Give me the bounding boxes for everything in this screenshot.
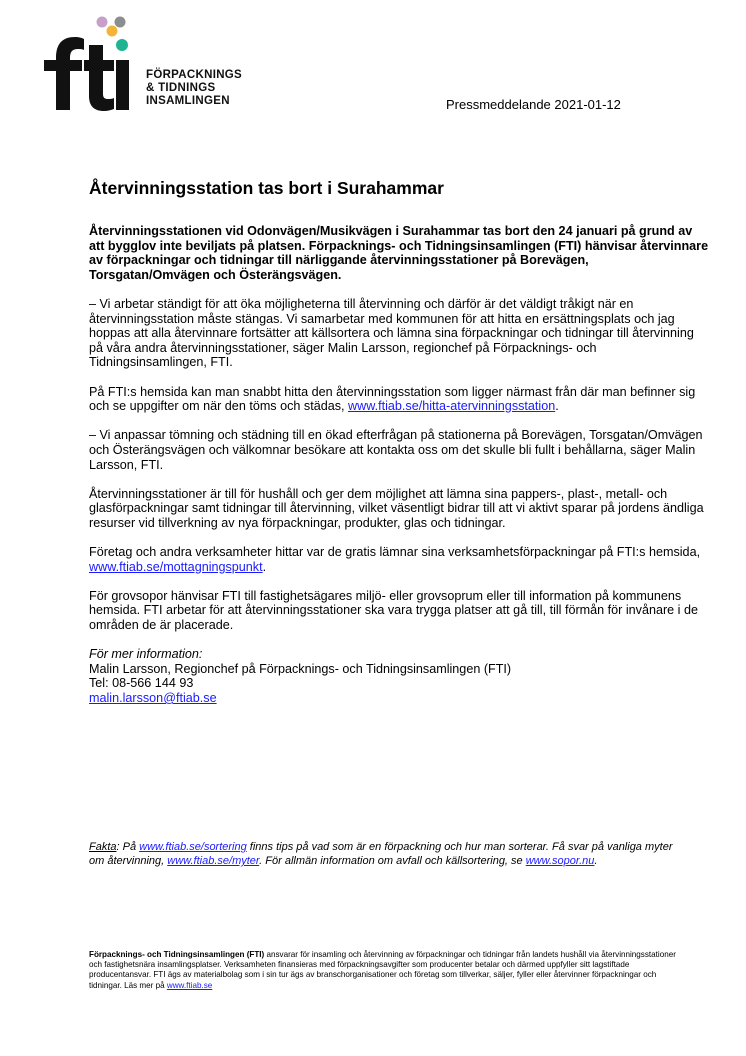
fti-logo[interactable] xyxy=(42,16,252,116)
contact-heading: För mer information: xyxy=(89,647,203,662)
contact-phone: Tel: 08-566 144 93 xyxy=(89,676,194,691)
paragraph-website xyxy=(89,385,709,414)
logo-dot-lilac xyxy=(97,17,108,28)
logo-wordmark xyxy=(146,69,242,108)
paragraph-companies xyxy=(89,545,709,574)
paragraph-grovsopor: För grovsopor hänvisar FTI till fastighetsägares miljö- eller grovsoprum eller till information på kommunens hemsida. FTI arbetar för att återvinningsstationer ska vara trygga platser att gå till, till förmån för invånare i de områden de är placerade. xyxy=(89,588,698,633)
logo-line-1: FÖRPACKNINGS xyxy=(146,69,243,81)
footer-text: ansvarar för insamling och återvinning av förpackningar och tidningar från landets hushåll via återvinningsstationer och fastighetsnära insamlingsplatser. Verksamheten finansieras med förpackningsavgifter som producenter betalar och därmed uppfyller sitt lagstiftade producentansvar. FTI ägs av materialbolag som i sin tur ägs av branschorganisationer och företag som tillverkar, säljer, fyller eller återvinner förpackningar och tidningar. Läs mer på xyxy=(89,950,676,990)
fakta-text-2: finns tips på vad som är en förpackning och hur man sorterar. Få svar på vanliga myter om återvinning, xyxy=(89,841,673,867)
link-hitta-atervinningsstation[interactable]: www.ftiab.se/hitta-atervinningsstation xyxy=(348,399,556,414)
footer-link-ftiab[interactable]: www.ftiab.se xyxy=(166,980,213,990)
fakta-text-1: : På xyxy=(116,841,140,853)
logo-dot-green xyxy=(116,39,128,51)
logo-dot-grey xyxy=(115,17,126,28)
paragraph-website-end: . xyxy=(555,399,559,414)
logo-letter-i xyxy=(116,60,129,110)
link-myter[interactable]: www.ftiab.se/myter xyxy=(167,855,260,867)
footer-org-name: Förpacknings- och Tidningsinsamlingen (FTI) xyxy=(89,950,265,959)
footer-about xyxy=(89,950,679,991)
logo-letter-t xyxy=(84,45,114,111)
logo-letter-f xyxy=(44,37,84,110)
fakta-text-3: . För allmän information om avfall och källsortering, se xyxy=(259,855,526,867)
logo-dot-yellow xyxy=(107,26,118,37)
contact-email-link[interactable]: malin.larsson@ftiab.se xyxy=(89,691,217,705)
contact-name: Malin Larsson, Regionchef på Förpacknings- och Tidningsinsamlingen (FTI) xyxy=(89,661,512,676)
paragraph-stations: Återvinningsstationer är till för hushåll och ger dem möjlighet att lämna sina pappers-, plast-, metall- och glasförpackningar samt tidningar till återvinning, vilket väsentligt bidrar till att vi aktivt sparar på jordens ändliga resurser vid tillverkning av nya förpackningar, produkter, glas och tidningar. xyxy=(89,486,704,530)
paragraph-quote-2: – Vi anpassar tömning och städning till en ökad efterfrågan på stationerna på Borevägen, Torsgatan/Omvägen och Österängsvägen och välkomnar besökare att kontakta oss om det skulle bli fullt i behållarna, säger Malin Larsson, FTI. xyxy=(89,428,703,472)
paragraph-companies-text: Företag och andra verksamheter hittar var de gratis lämnar sina verksamhetsförpackningar på FTI:s hemsida, xyxy=(89,545,701,560)
link-sopor[interactable]: www.sopor.nu xyxy=(525,855,595,867)
fakta-text-4: . xyxy=(594,855,598,867)
page-title: Återvinningsstation tas bort i Surahammar xyxy=(89,178,444,198)
paragraph-quote-1: – Vi arbetar ständigt för att öka möjligheterna till återvinning och därför är det väldigt tråkigt när en återvinningsstation måste stängas. Vi samarbetar med kommunen för att hitta en ersättningsplats och jag hoppas att alla återvinnare fortsätter att källsortera och lämna sina förpackningar och tidningar till återvinning på våra andra återvinningsstationer, säger Malin Larsson, regionchef på Förpacknings- och Tidningsinsamlingen, FTI. xyxy=(89,296,694,370)
fakta-box xyxy=(89,840,689,868)
link-sortering[interactable]: www.ftiab.se/sortering xyxy=(139,841,247,853)
press-release-date: Pressmeddelande 2021-01-12 xyxy=(446,97,621,112)
lead-paragraph: Återvinningsstationen vid Odonvägen/Musikvägen i Surahammar tas bort den 24 januari på grund av att bygglov inte beviljats på platsen. Förpacknings- och Tidningsinsamlingen (FTI) hänvisar återvinnare av förpackningar och tidningar till närliggande återvinningsstationer på Borevägen, Torsgatan/Omvägen och Österängsvägen. xyxy=(89,224,709,282)
contact-block xyxy=(89,647,709,705)
article-body xyxy=(89,224,709,706)
paragraph-website-text: På FTI:s hemsida kan man snabbt hitta den återvinningsstation som ligger närmast från där man befinner sig och se uppgifter om när den töms och städas, xyxy=(89,384,696,414)
logo-line-3: INSAMLINGEN xyxy=(146,95,230,107)
fti-logo-mark xyxy=(42,16,146,112)
logo-line-2: & TIDNINGS xyxy=(146,82,216,94)
paragraph-companies-end: . xyxy=(262,559,267,574)
link-mottagningspunkt[interactable]: www.ftiab.se/mottagningspunkt xyxy=(89,559,263,574)
fakta-label: Fakta xyxy=(89,841,117,853)
